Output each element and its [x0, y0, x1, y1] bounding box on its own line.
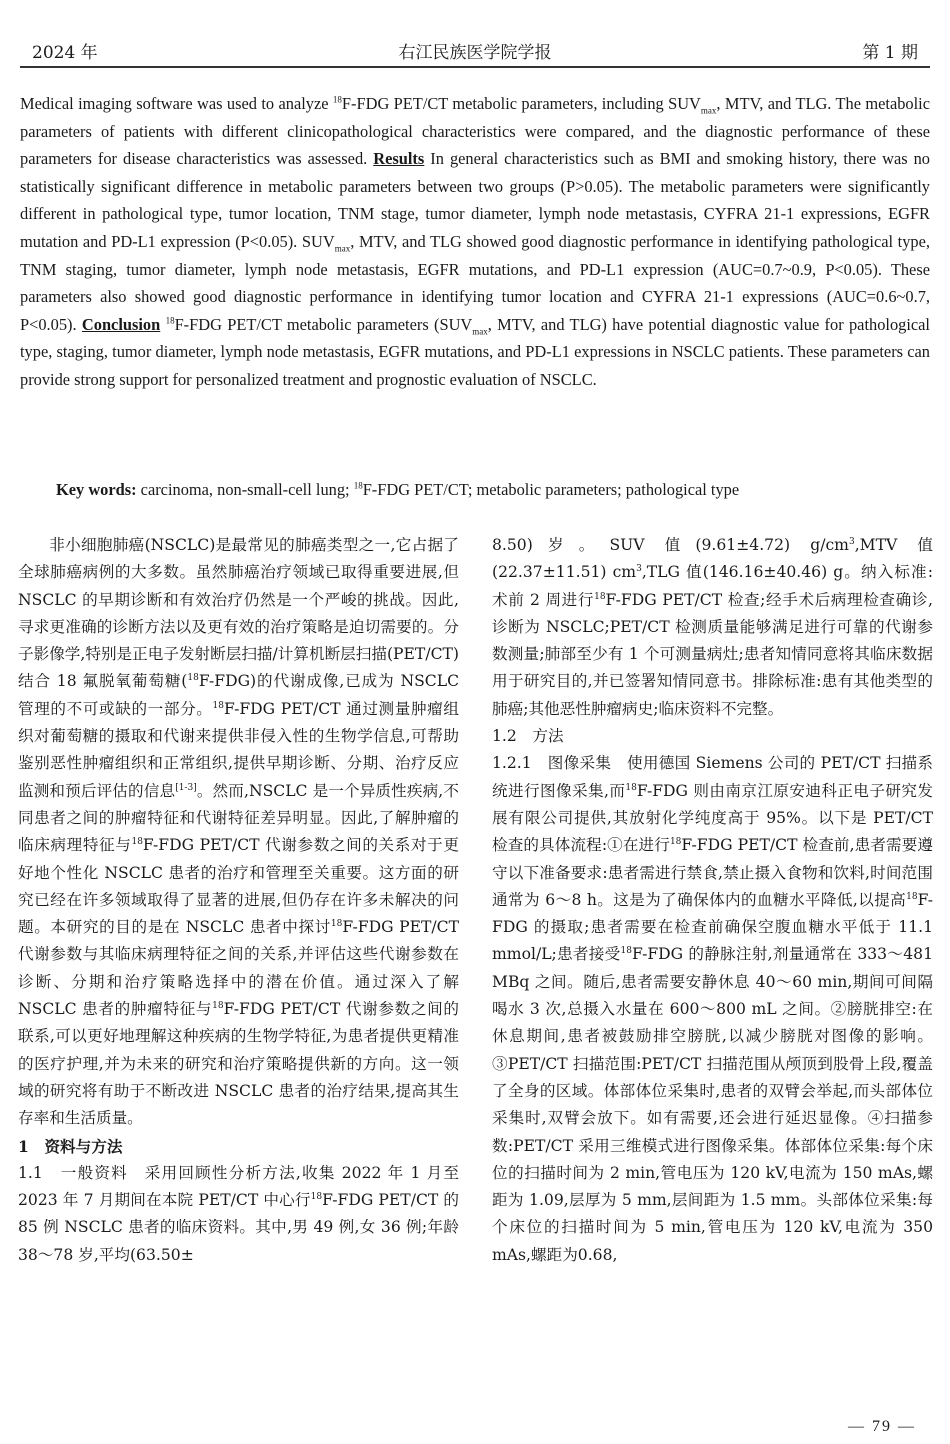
page-number: — 79 — [848, 1418, 916, 1435]
keywords-text: carcinoma, non-small-cell lung; [136, 480, 354, 499]
body-text: F-FDG PET/CT 通过测量肿瘤组织对葡萄糖的摄取和代谢来提供非侵入性的生物学信息,可帮助鉴别恶性肿瘤组织和正常组织,提供早期诊断、分期、治疗反应监测和预后评估的信息 [18, 699, 459, 800]
conclusion-label: Conclusion [81, 314, 161, 334]
body-text: 采用回顾性分析方法,收集 2022 年 1 月至 2023 年 7 月期间在本院 PET/CT 中心行 [18, 1163, 459, 1210]
body-text: F-FDG 的静脉注射,剂量通常在 333～481 MBq 之间。随后,患者需要安静休息 40～60 min,期间可间隔喝水 3 次,总摄入水量在 600～800 mL 之间。②膀胱排空:在休息期间,患者被鼓励排空膀胱,以减少膀胱对图像的影响。③PET/CT 扫描范围:PET/CT 扫描范围从颅顶到股骨上段,覆盖了全身的区域。体部体位采集时,患者的双臂会举起,而头部体位采集时,双臂会放下。如有需要,还会进行延迟显像。④扫描参数:PET/CT 采用三维模式进行图像采集。体部体位采集:每个床位的扫描时间为 2 min,管电压为 120 kV,电流为 150 mAs,螺距为 1.09,层厚为 5 mm,层间距为 1.5 mm。头部体位采集:每个床位的扫描时间为 5 min,管电压为 120 kV,电流为 350 mAs,螺距为0.68, [492, 945, 933, 1264]
superscript: 18 [594, 591, 606, 602]
abstract-text: , MTV, and TLG showed good diagnostic performance in identifying pathological type, TNM staging, tumor diameter, lymph node metastasis, EGFR mutations, and PD-L1 expression (AUC=0.7~0.9, P<0.05). These parameters also showed good diagnostic performance in identifying tumor location and CYFRA 21-1 expressions (AUC=0.6~0.7, P<0.05). [20, 231, 930, 334]
abstract-text: Medical imaging software was used to analyze [20, 94, 333, 113]
subscript: max [334, 243, 351, 254]
intro-paragraph [18, 532, 459, 1133]
page-header [20, 28, 930, 68]
body-text: 。然而,NSCLC 是一个异质性疾病,不同患者之间的肿瘤特征和代谢特征差异明显。因此,了解肿瘤的临床病理特征与 [18, 781, 459, 855]
superscript: 18 [187, 673, 199, 684]
superscript: 18 [353, 480, 363, 491]
body-paragraph [492, 750, 933, 1269]
body-text: F-FDG 的摄取;患者需要在检查前确保空腹血糖水平低于 11.1 mmol/L;患者接受 [492, 890, 933, 964]
abstract-text: , MTV, and TLG) have potential diagnostic value for pathological type, staging, tumor diameter, lymph node metastasis, EGFR mutations, and PD-L1 expressions in NSCLC patients. These parameters can provide strong support for personalized treatment and prognostic evaluation of NSCLC. [20, 314, 930, 389]
header-journal-title: 右江民族医学院学报 [398, 43, 552, 63]
subsection-title: 1.2.1 图像采集 [492, 754, 612, 773]
body-text: 使用德国 Siemens 公司的 PET/CT 扫描系统进行图像采集,而 [492, 754, 933, 800]
keywords [56, 476, 930, 504]
abstract-text: , MTV, and TLG. The metabolic parameters of patients with different clinicopathological characteristics were compared, and the diagnostic performance of these parameters for disease characteristics was assessed. [20, 94, 931, 169]
keywords-text: F-FDG PET/CT; metabolic parameters; pathological type [362, 480, 740, 499]
right-column [492, 532, 933, 1269]
section-heading: 1 资料与方法 [18, 1136, 123, 1156]
superscript: 18 [620, 946, 632, 957]
header-year: 2024 年 [32, 43, 98, 63]
abstract-paragraph [20, 90, 930, 394]
citation-ref: [1-3] [175, 782, 197, 793]
body-text: F-FDG PET/CT 检查前,患者需要遵守以下准备要求:患者需进行禁食,禁止摄入食物和饮料,时间范围通常为 6～8 h。这是为了确保体内的血糖水平降低,以提高 [492, 836, 933, 909]
body-paragraph [492, 532, 933, 723]
left-column [18, 532, 459, 1269]
body-text: ,MTV 值(22.37±11.51) cm [492, 536, 933, 582]
superscript: 18 [669, 837, 682, 848]
superscript: 18 [212, 700, 224, 711]
subsection-heading: 1.2 方法 [492, 727, 564, 746]
body-text: F-FDG PET/CT 的 85 例 NSCLC 患者的临床资料。其中,男 49 例,女 36 例;年龄 38～78 岁,平均(63.50± [18, 1191, 459, 1264]
superscript: 18 [906, 891, 918, 902]
superscript: 18 [212, 1000, 224, 1011]
subsection-paragraph [18, 1160, 459, 1269]
superscript: 18 [330, 918, 343, 929]
superscript: 18 [310, 1191, 323, 1202]
results-label: Results [373, 149, 425, 169]
body-text: F-FDG PET/CT 代谢参数之间的联系,可以更好地理解这种疾病的生物学特征,为患者提供更精准的医疗护理,并为未来的研究和治疗策略提供新的方向。这一领域的研究将有助于不断改进 NSCLC 患者的治疗结果,提高其生存率和生活质量。 [18, 1000, 459, 1128]
body-text: 8.50)岁。SUV 值(9.61±4.72) g/cm [492, 536, 849, 554]
body-text: F-FDG PET/CT 代谢参数之间的关系对于更好地个性化 NSCLC 患者的治疗和管理至关重要。这方面的研究已经在许多领域取得了显著的进展,但仍存在许多未解决的问题。本研究的目的是在 NSCLC 患者中探讨 [18, 836, 459, 937]
body-text: F-FDG PET/CT 代谢参数与其临床病理特征之间的关系,并评估这些代谢参数在诊断、分期和治疗策略选择中的潜在价值。通过深入了解 NSCLC 患者的肿瘤特征与 [18, 918, 459, 1019]
abstract-text: F-FDG PET/CT metabolic parameters (SUV [174, 314, 473, 334]
superscript: 18 [165, 315, 175, 326]
superscript: 3 [848, 536, 855, 547]
superscript: 3 [636, 564, 642, 575]
english-abstract [20, 90, 930, 394]
superscript: 18 [332, 94, 342, 105]
body-text: F-FDG PET/CT 检查;经手术后病理检查确诊,诊断为 NSCLC;PET/CT 检测质量能够满足进行可靠的代谢参数测量;肺部至少有 1 个可测量病灶;患者知情同意将其临床数据用于研究目的,并已签署知情同意书。排除标准:患有其他类型的肺癌;其他恶性肿瘤病史;临床资料不完整。 [492, 590, 933, 718]
body-text: F-FDG 则由南京江原安迪科正电子研究发展有限公司提供,其放射化学纯度高于 95%。以下是 PET/CT 检查的具体流程:①在进行 [492, 781, 933, 855]
subsection-title: 1.1 一般资料 [18, 1163, 128, 1182]
subscript: max [472, 326, 488, 337]
abstract-text: F-FDG PET/CT metabolic parameters, including SUV [341, 94, 701, 113]
abstract-text: In general characteristics such as BMI and smoking history, there was no statistically significant difference in metabolic parameters between two groups (P>0.05). The metabolic parameters were significantly different in pathological type, tumor location, TNM stage, tumor diameter, lymph node metastasis, CYFRA 21-1 expressions, EGFR mutation and PD-L1 expression (P<0.05). SUV [20, 149, 931, 251]
subscript: max [700, 105, 717, 116]
body-text: 非小细胞肺癌(NSCLC)是最常见的肺癌类型之一,它占据了全球肺癌病例的大多数。虽然肺癌治疗领域已取得重要进展,但 NSCLC 的早期诊断和有效治疗仍然是一个严峻的挑战。因此,寻求更准确的诊断方法以及更有效的治疗策略是迫切需要的。分子影像学,特别是正电子发射断层扫描/计算机断层扫描(PET/CT)结合 18 氟脱氧葡萄糖( [18, 536, 459, 691]
header-issue: 第 1 期 [862, 43, 918, 63]
body-text: ,TLG 值(146.16±40.46) g。纳入标准:术前 2 周进行 [492, 563, 933, 609]
keywords-label: Key words: [56, 480, 137, 499]
body-text: F-FDG)的代谢成像,已成为 NSCLC 管理的不可或缺的一部分。 [18, 672, 460, 718]
superscript: 18 [131, 837, 143, 848]
superscript: 18 [625, 782, 637, 793]
